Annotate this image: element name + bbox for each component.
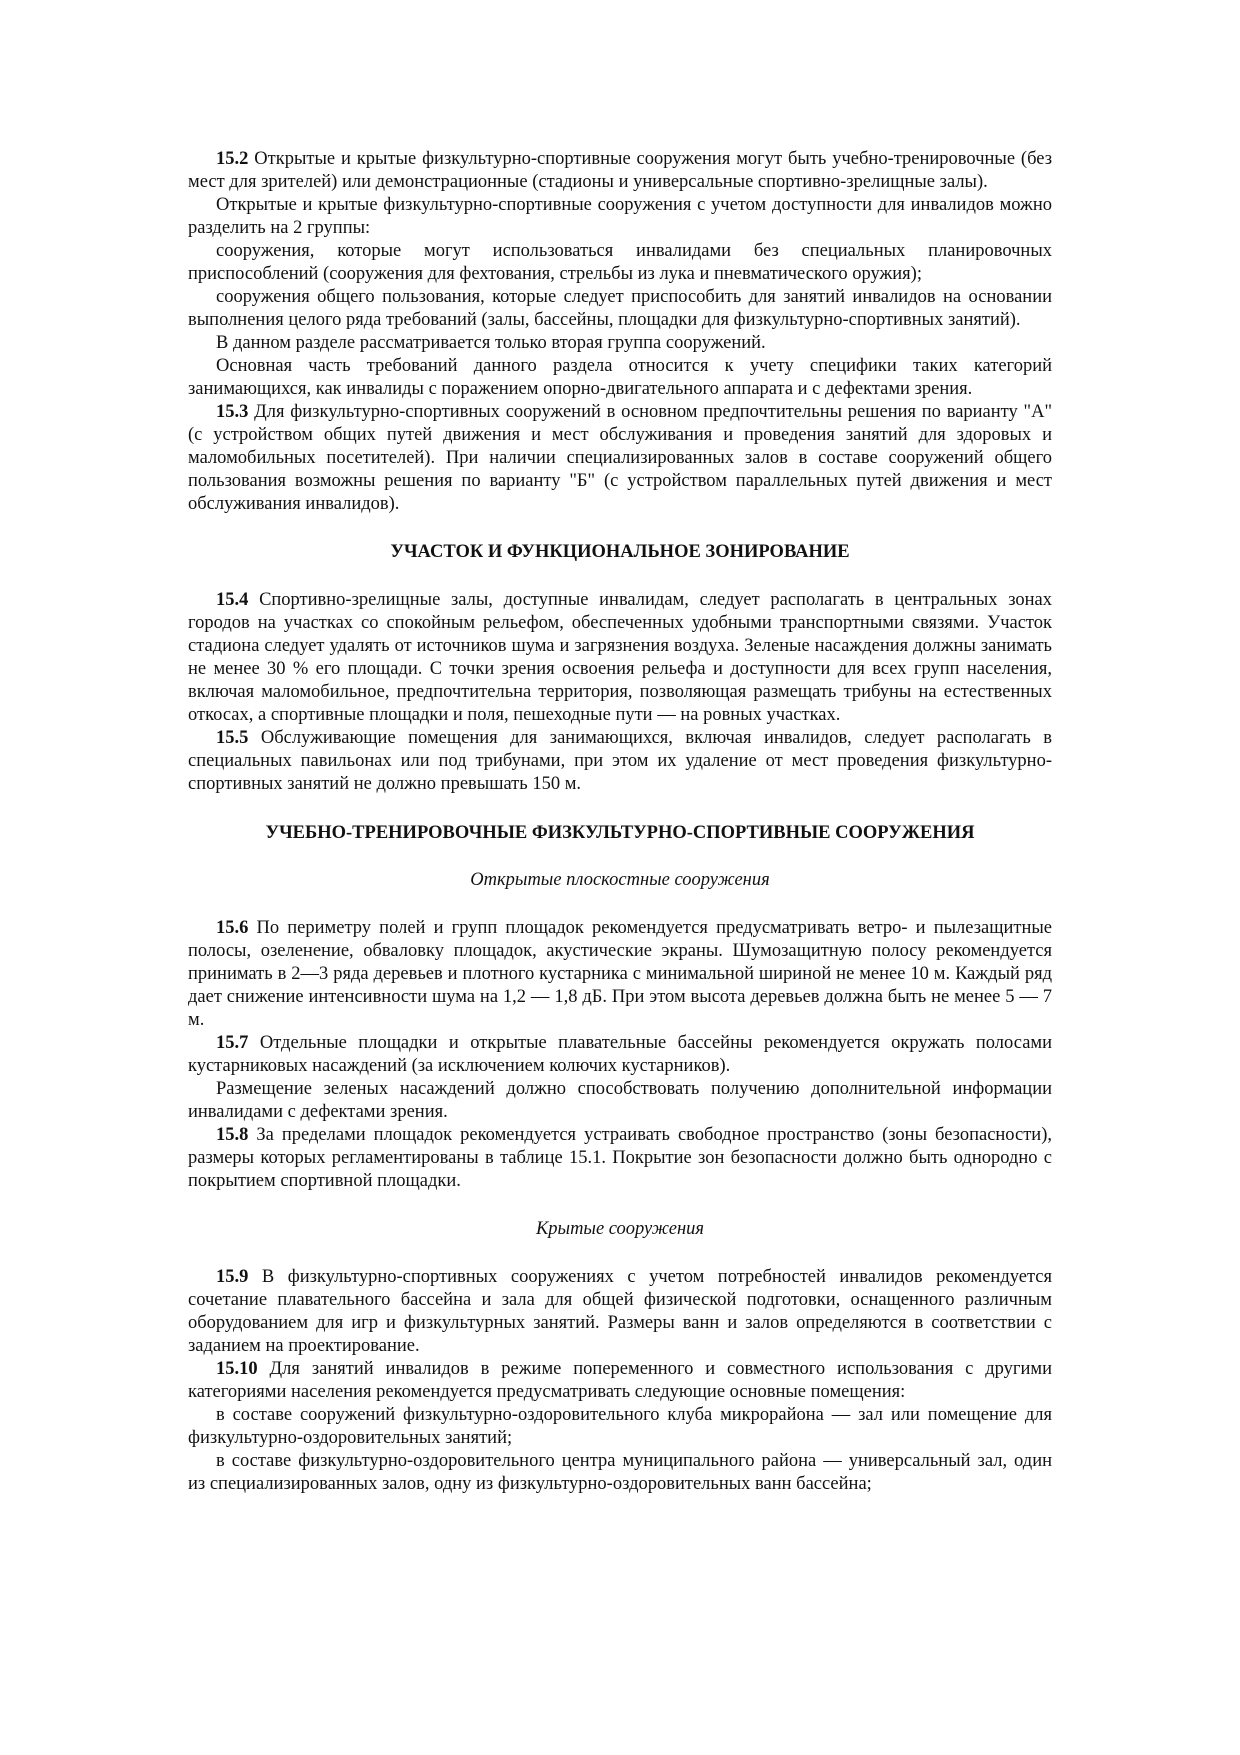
clause-number: 15.4 [216, 590, 249, 610]
subheading-covered-facilities: Крытые сооружения [536, 1219, 704, 1239]
paragraph [188, 589, 1052, 727]
subheading-open-facilities: Открытые плоскостные сооружения [470, 870, 770, 890]
paragraph-text: Отдельные площадки и открытые плавательные бассейны рекомендуется окружать полосами кустарниковых насаждений (за исключением колючих кустарников). [188, 1033, 1053, 1076]
paragraph-text: Открытые и крытые физкультурно-спортивные сооружения с учетом доступности для инвалидов можно разделить на 2 группы: [188, 195, 1052, 238]
clause-number: 15.2 [216, 149, 249, 169]
paragraph-text: В физкультурно-спортивных сооружениях с учетом потребностей инвалидов рекомендуется сочетание плавательного бассейна и зала для общей физической подготовки, оснащенного различным оборудованием для игр и физкультурных занятий. Размеры ванн и залов определяются в соответствии с заданием на проектирование. [188, 1267, 1052, 1356]
document-page [188, 148, 1052, 1496]
paragraph [188, 355, 1052, 401]
paragraph [188, 286, 1052, 332]
paragraph [188, 240, 1052, 286]
paragraph [188, 332, 1052, 355]
clause-number: 15.5 [216, 728, 249, 748]
paragraph-text: В данном разделе рассматривается только вторая группа сооружений. [216, 333, 766, 353]
paragraph-text: в составе сооружений физкультурно-оздоровительного клуба микрорайона — зал или помещение для физкультурно-оздоровительных занятий; [188, 1405, 1052, 1448]
intro-section [188, 148, 1052, 516]
paragraph-text: Основная часть требований данного раздела относится к учету специфики таких категорий занимающихся, как инвалиды с поражением опорно-двигательного аппарата и с дефектами зрения. [188, 356, 1052, 399]
covered-facilities-section [188, 1266, 1052, 1496]
paragraph [188, 1450, 1052, 1496]
paragraph [188, 1266, 1052, 1358]
paragraph-text: Для занятий инвалидов в режиме попеременного и совместного использования с другими категориями населения рекомендуется предусматривать следующие основные помещения: [188, 1359, 1052, 1402]
paragraph-text: сооружения, которые могут использоваться инвалидами без специальных планировочных приспособлений (сооружения для фехтования, стрельбы из лука и пневматического оружия); [188, 241, 1052, 284]
paragraph [188, 194, 1052, 240]
clause-number: 15.3 [216, 402, 249, 422]
paragraph [188, 1124, 1052, 1193]
paragraph-text: Размещение зеленых насаждений должно способствовать получению дополнительной информации инвалидами с дефектами зрения. [188, 1079, 1052, 1122]
open-facilities-section [188, 917, 1052, 1193]
paragraph-text: За пределами площадок рекомендуется устраивать свободное пространство (зоны безопасности), размеры которых регламентированы в таблице 15.1. Покрытие зон безопасности должно быть однородно с покрытием спортивной площадки. [188, 1125, 1052, 1191]
paragraph [188, 148, 1052, 194]
paragraph [188, 727, 1052, 796]
paragraph [188, 1078, 1052, 1124]
paragraph [188, 1358, 1052, 1404]
site-zoning-section [188, 589, 1052, 796]
paragraph [188, 1032, 1052, 1078]
clause-number: 15.6 [216, 918, 249, 938]
paragraph-text: Открытые и крытые физкультурно-спортивные сооружения могут быть учебно-тренировочные (без мест для зрителей) или демонстрационные (стадионы и универсальные спортивно-зрелищные залы). [188, 149, 1052, 192]
paragraph-text: сооружения общего пользования, которые следует приспособить для занятий инвалидов на основании выполнения целого ряда требований (залы, бассейны, площадки для физкультурно-спортивных занятий). [188, 287, 1052, 330]
paragraph [188, 1404, 1052, 1450]
paragraph-text: Обслуживающие помещения для занимающихся, включая инвалидов, следует располагать в специальных павильонах или под трибунами, при этом их удаление от мест проведения физкультурно-спортивных занятий не должно превышать 150 м. [188, 728, 1053, 794]
clause-number: 15.7 [216, 1033, 249, 1053]
heading-training-facilities: УЧЕБНО-ТРЕНИРОВОЧНЫЕ ФИЗКУЛЬТУРНО-СПОРТИВНЫЕ СООРУЖЕНИЯ [265, 823, 975, 843]
heading-site-zoning: УЧАСТОК И ФУНКЦИОНАЛЬНОЕ ЗОНИРОВАНИЕ [390, 542, 850, 562]
paragraph [188, 917, 1052, 1032]
paragraph-text: Спортивно-зрелищные залы, доступные инвалидам, следует располагать в центральных зонах городов на участках со спокойным рельефом, обеспеченных удобными транспортными связями. Участок стадиона следует удалять от источников шума и загрязнения воздуха. Зеленые насаждения должны занимать не менее 30 % его площади. С точки зрения освоения рельефа и доступности для всех групп населения, включая маломобильное, предпочтительна территория, позволяющая размещать трибуны на естественных откосах, а спортивные площадки и поля, пешеходные пути — на ровных участках. [188, 590, 1052, 725]
paragraph-text: в составе физкультурно-оздоровительного центра муниципального района — универсальный зал, один из специализированных залов, одну из физкультурно-оздоровительных ванн бассейна; [188, 1451, 1052, 1494]
paragraph [188, 401, 1052, 516]
clause-number: 15.10 [216, 1359, 258, 1379]
clause-number: 15.8 [216, 1125, 249, 1145]
paragraph-text: По периметру полей и групп площадок рекомендуется предусматривать ветро- и пылезащитные полосы, озеленение, обваловку площадок, акустические экраны. Шумозащитную полосу рекомендуется принимать в 2—3 ряда деревьев и плотного кустарника с минимальной шириной не менее 10 м. Каждый ряд дает снижение интенсивности шума на 1,2 — 1,8 дБ. При этом высота деревьев должна быть не менее 5 — 7 м. [188, 918, 1053, 1030]
paragraph-text: Для физкультурно-спортивных сооружений в основном предпочтительны решения по варианту "А" (с устройством общих путей движения и мест обслуживания и проведения занятий для здоровых и маломобильных посетителей). При наличии специализированных залов в составе сооружений общего пользования возможны решения по варианту "Б" (с устройством параллельных путей движения и мест обслуживания инвалидов). [188, 402, 1052, 514]
clause-number: 15.9 [216, 1267, 249, 1287]
